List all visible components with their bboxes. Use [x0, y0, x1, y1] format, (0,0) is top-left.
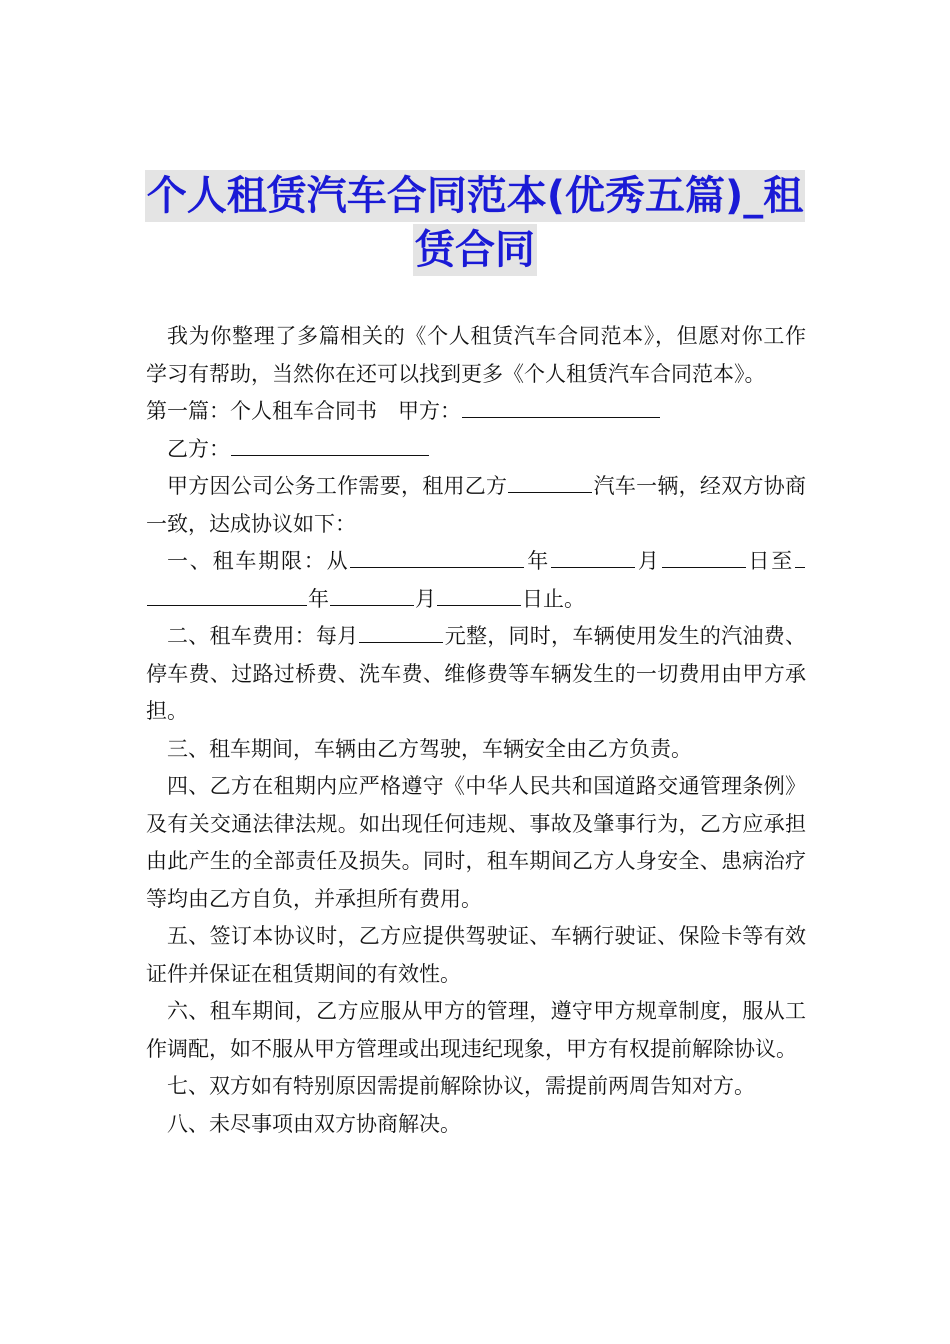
clause-1-dayto: 日至 [746, 549, 795, 573]
party-b-line [146, 431, 806, 469]
intro-line-3: 本》。 [713, 361, 766, 386]
clause-1-end: 日止。 [522, 586, 585, 611]
clause-3 [146, 731, 806, 769]
car-model-blank [508, 472, 592, 493]
clause-5-text-a: 五、签订本协议时，乙方应提供驾驶证、车辆行驶证、保险卡等 [167, 924, 764, 948]
clause-7-text: 七、双方如有特别原因需提前解除协议，需提前两周告知对方。 [167, 1074, 755, 1098]
purpose-paragraph [146, 468, 806, 543]
clause-1-text-a: 一、租车期限：从 [167, 549, 350, 573]
purpose-text-a: 甲方因公司公务工作需要，租用乙方 [167, 474, 508, 498]
clause-4-text-a: 四、乙方在租期内应严格遵守《中华人民共和国道路交通管理条 [167, 774, 764, 798]
clause-1 [146, 543, 806, 618]
clause-2-text-d: 由甲方承担。 [146, 661, 807, 723]
clause-2 [146, 618, 806, 731]
clause-4 [146, 768, 806, 918]
party-b-blank [231, 435, 429, 456]
end-day-blank [437, 585, 521, 606]
document-body [146, 318, 806, 1143]
title-line-1: 个人租赁汽车合同范本(优秀五篇)_租 [145, 170, 806, 222]
clause-1-month-2: 月 [415, 586, 436, 611]
party-b-label: 乙方： [167, 436, 230, 461]
clause-1-year-2: 年 [308, 586, 329, 611]
purpose-text-c: 协商一致，达成协议如下： [146, 474, 807, 536]
end-year-blank-b [147, 585, 307, 606]
clause-3-text: 三、租车期间，车辆由乙方驾驶，车辆安全由乙方负责。 [167, 736, 692, 761]
end-month-blank [330, 585, 414, 606]
monthly-fee-blank [359, 622, 443, 643]
intro-line-1: 我为你整理了多篇相关的《个人租赁汽车合同范本》，但愿对你 [167, 324, 764, 348]
intro-line-2: 工作学习有帮助，当然你在还可以找到更多《个人租赁汽车合同范 [146, 324, 807, 386]
clause-1-month: 月 [636, 549, 661, 573]
clause-6-text-c: 除协议。 [713, 1036, 797, 1061]
clause-8-text: 八、未尽事项由双方协商解决。 [167, 1111, 461, 1136]
clause-5 [146, 918, 806, 993]
chapter-heading-text: 第一篇：个人租车合同书 甲方： [146, 399, 461, 423]
clause-2-text-c: 费、停车费、过路过桥费、洗车费、维修费等车辆发生的一切费用 [146, 624, 807, 686]
start-year-blank [350, 547, 524, 568]
clause-2-text-b: 元整，同时，车辆使用发生的汽油 [444, 624, 764, 648]
start-day-blank [662, 547, 746, 568]
clause-4-text-c: 方应承担由此产生的全部责任及损失。同时，租车期间乙方人身安 [146, 811, 807, 873]
clause-7 [146, 1068, 806, 1106]
clause-5-text-b: 有效证件并保证在租赁期间的有效性。 [146, 924, 806, 986]
clause-6-text-a: 六、租车期间，乙方应服从甲方的管理，遵守甲方规章制度，服 [167, 999, 764, 1023]
clause-1-year: 年 [525, 549, 551, 573]
clause-4-text-b: 例》及有关交通法律法规。如出现任何违规、事故及肇事行为，乙 [146, 774, 806, 836]
start-month-blank [551, 547, 635, 568]
clause-2-text-a: 二、租车费用：每月 [167, 624, 359, 648]
clause-6 [146, 993, 806, 1068]
end-year-blank-a [795, 547, 805, 568]
clause-6-text-b: 从工作调配，如不服从甲方管理或出现违纪现象，甲方有权提前解 [146, 999, 806, 1061]
chapter-heading [146, 393, 806, 431]
clause-4-text-d: 全、患病治疗等均由乙方自负，并承担所有费用。 [146, 849, 806, 911]
clause-8 [146, 1106, 806, 1144]
document-title [0, 170, 950, 276]
purpose-text-b: 汽车一辆，经双方 [593, 474, 764, 498]
party-a-blank [462, 397, 660, 418]
title-line-2: 赁合同 [413, 224, 537, 276]
intro-paragraph [146, 318, 806, 393]
